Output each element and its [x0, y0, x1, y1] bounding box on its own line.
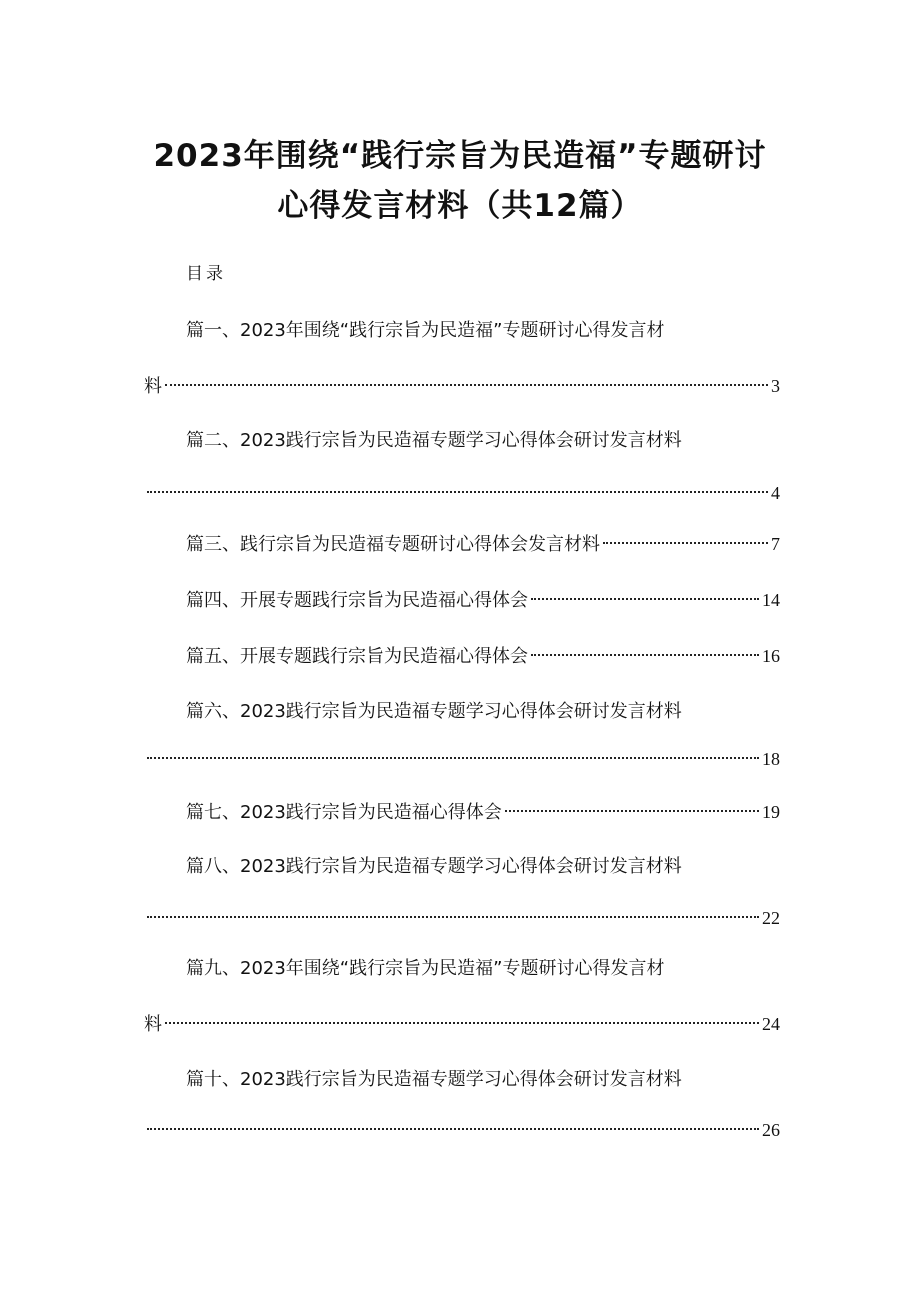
toc-page-number: 24 [762, 1014, 780, 1034]
toc-entry-title: 篇九、2023年围绕“践行宗旨为民造福”专题研讨心得发言材 [186, 958, 665, 979]
toc-entry-2[interactable] [186, 426, 746, 456]
dot-leader [147, 757, 759, 759]
toc-entry-6[interactable] [186, 697, 746, 727]
toc-page-number: 3 [771, 376, 780, 396]
toc-entry-title: 篇一、2023年围绕“践行宗旨为民造福”专题研讨心得发言材 [186, 320, 665, 341]
toc-page-number: 22 [762, 908, 780, 928]
toc-entry-10[interactable] [186, 1065, 746, 1095]
dot-leader [147, 916, 759, 918]
toc-entry-title: 篇四、开展专题践行宗旨为民造福心得体会 [186, 590, 528, 611]
toc-page-number: 16 [762, 646, 780, 666]
toc-entry-7[interactable] [186, 797, 780, 827]
toc-entry-8[interactable] [186, 852, 746, 882]
toc-entry-10-continuation[interactable] [144, 1115, 780, 1145]
dot-leader [603, 542, 768, 544]
toc-entry-title-continuation: 料 [144, 376, 162, 397]
toc-page-number: 14 [762, 590, 780, 610]
toc-entry-title: 篇十、2023践行宗旨为民造福专题学习心得体会研讨发言材料 [186, 1069, 682, 1090]
dot-leader [531, 598, 759, 600]
toc-entry-3[interactable] [186, 529, 780, 559]
toc-page-number: 7 [771, 534, 780, 554]
toc-entry-2-continuation[interactable] [144, 478, 780, 508]
toc-entry-title-continuation: 料 [144, 1014, 162, 1035]
toc-entry-8-continuation[interactable] [144, 903, 780, 933]
toc-entry-title: 篇六、2023践行宗旨为民造福专题学习心得体会研讨发言材料 [186, 701, 682, 722]
toc-heading: 目录 [186, 264, 226, 284]
toc-entry-9-continuation[interactable] [144, 1009, 780, 1039]
toc-entry-9[interactable] [186, 954, 746, 984]
dot-leader [147, 491, 768, 493]
toc-entry-1-continuation[interactable] [144, 371, 780, 401]
toc-entry-title: 篇三、践行宗旨为民造福专题研讨心得体会发言材料 [186, 534, 600, 555]
toc-entry-title: 篇八、2023践行宗旨为民造福专题学习心得体会研讨发言材料 [186, 856, 682, 877]
document-title-line-2: 心得发言材料（共12篇） [277, 188, 643, 224]
dot-leader [147, 1128, 759, 1130]
toc-entry-6-continuation[interactable] [144, 744, 780, 774]
dot-leader [165, 384, 768, 386]
dot-leader [505, 810, 759, 812]
toc-page-number: 4 [771, 483, 780, 503]
dot-leader [531, 654, 759, 656]
toc-page-number: 19 [762, 802, 780, 822]
toc-page-number: 26 [762, 1120, 780, 1140]
toc-entry-4[interactable] [186, 585, 780, 615]
toc-entry-title: 篇七、2023践行宗旨为民造福心得体会 [186, 802, 502, 823]
toc-page-number: 18 [762, 749, 780, 769]
dot-leader [165, 1022, 759, 1024]
toc-entry-title: 篇二、2023践行宗旨为民造福专题学习心得体会研讨发言材料 [186, 430, 682, 451]
toc-entry-5[interactable] [186, 641, 780, 671]
toc-entry-title: 篇五、开展专题践行宗旨为民造福心得体会 [186, 646, 528, 667]
document-title-line-1: 2023年围绕“践行宗旨为民造福”专题研讨 [153, 138, 767, 174]
toc-entry-1[interactable] [186, 316, 746, 346]
